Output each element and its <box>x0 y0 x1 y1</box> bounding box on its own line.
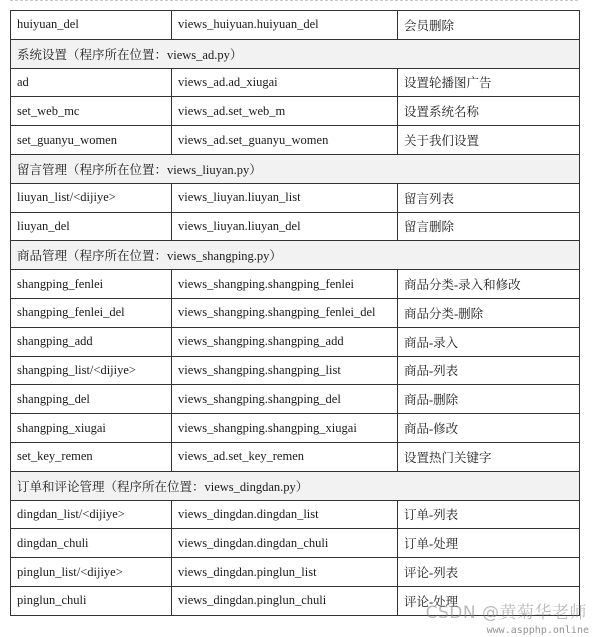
description-cell: 商品分类-录入和修改 <box>398 270 580 299</box>
view-function-cell: views_shangping.shangping_xiugai <box>172 414 398 443</box>
route-url-cell: dingdan_list/<dijiye> <box>11 500 172 529</box>
route-url-cell: shangping_fenlei <box>11 270 172 299</box>
route-row <box>11 442 580 471</box>
route-row <box>11 327 580 356</box>
description-cell: 订单-列表 <box>398 500 580 529</box>
route-row <box>11 558 580 587</box>
section-header-row <box>11 241 580 270</box>
route-row <box>11 126 580 155</box>
view-function-cell: views_shangping.shangping_list <box>172 356 398 385</box>
watermark-text: CSDN @黄菊华老师 <box>425 603 587 623</box>
route-url-cell: shangping_list/<dijiye> <box>11 356 172 385</box>
description-cell: 设置系统名称 <box>398 97 580 126</box>
description-cell: 关于我们设置 <box>398 126 580 155</box>
section-header-row <box>11 39 580 68</box>
route-url-cell: set_key_remen <box>11 442 172 471</box>
view-function-cell: views_dingdan.dingdan_chuli <box>172 529 398 558</box>
description-cell: 评论-列表 <box>398 558 580 587</box>
description-cell: 订单-处理 <box>398 529 580 558</box>
route-row <box>11 270 580 299</box>
watermark-site: www.aspphp.online <box>486 625 589 636</box>
view-function-cell: views_shangping.shangping_fenlei_del <box>172 298 398 327</box>
view-function-cell: views_dingdan.pinglun_chuli <box>172 586 398 615</box>
route-row <box>11 500 580 529</box>
view-function-cell: views_dingdan.pinglun_list <box>172 558 398 587</box>
section-title: 系统设置（程序所在位置：views_ad.py） <box>11 39 580 68</box>
section-header-row <box>11 471 580 500</box>
route-url-cell: liuyan_list/<dijiye> <box>11 183 172 212</box>
route-row <box>11 385 580 414</box>
description-cell: 设置轮播图广告 <box>398 68 580 97</box>
description-cell: 商品分类-删除 <box>398 298 580 327</box>
route-url-cell: dingdan_chuli <box>11 529 172 558</box>
routes-table <box>10 10 580 616</box>
route-row <box>11 212 580 241</box>
description-cell: 商品-修改 <box>398 414 580 443</box>
view-function-cell: views_ad.set_web_m <box>172 97 398 126</box>
route-url-cell: pinglun_chuli <box>11 586 172 615</box>
route-url-cell: ad <box>11 68 172 97</box>
route-row <box>11 356 580 385</box>
view-function-cell: views_ad.set_key_remen <box>172 442 398 471</box>
view-function-cell: views_dingdan.dingdan_list <box>172 500 398 529</box>
description-cell: 留言列表 <box>398 183 580 212</box>
page-top-border <box>10 0 578 3</box>
section-title: 商品管理（程序所在位置：views_shangping.py） <box>11 241 580 270</box>
route-url-cell: set_web_mc <box>11 97 172 126</box>
view-function-cell: views_shangping.shangping_fenlei <box>172 270 398 299</box>
view-function-cell: views_liuyan.liuyan_list <box>172 183 398 212</box>
view-function-cell: views_ad.ad_xiugai <box>172 68 398 97</box>
route-url-cell: pinglun_list/<dijiye> <box>11 558 172 587</box>
view-function-cell: views_ad.set_guanyu_women <box>172 126 398 155</box>
section-title: 留言管理（程序所在位置：views_liuyan.py） <box>11 154 580 183</box>
description-cell: 留言删除 <box>398 212 580 241</box>
route-row <box>11 11 580 40</box>
route-row <box>11 298 580 327</box>
route-url-cell: shangping_add <box>11 327 172 356</box>
description-cell: 商品-录入 <box>398 327 580 356</box>
description-cell: 商品-列表 <box>398 356 580 385</box>
description-cell: 评论-处理 <box>398 586 580 615</box>
route-url-cell: shangping_xiugai <box>11 414 172 443</box>
view-function-cell: views_liuyan.liuyan_del <box>172 212 398 241</box>
route-url-cell: huiyuan_del <box>11 11 172 40</box>
view-function-cell: views_huiyuan.huiyuan_del <box>172 11 398 40</box>
route-row <box>11 97 580 126</box>
routes-table-body <box>11 11 580 616</box>
section-header-row <box>11 154 580 183</box>
view-function-cell: views_shangping.shangping_add <box>172 327 398 356</box>
route-row <box>11 68 580 97</box>
route-url-cell: shangping_fenlei_del <box>11 298 172 327</box>
route-url-cell: shangping_del <box>11 385 172 414</box>
description-cell: 设置热门关键字 <box>398 442 580 471</box>
route-row <box>11 183 580 212</box>
route-url-cell: liuyan_del <box>11 212 172 241</box>
description-cell: 商品-删除 <box>398 385 580 414</box>
description-cell: 会员删除 <box>398 11 580 40</box>
route-row <box>11 529 580 558</box>
route-url-cell: set_guanyu_women <box>11 126 172 155</box>
view-function-cell: views_shangping.shangping_del <box>172 385 398 414</box>
route-row <box>11 414 580 443</box>
section-title: 订单和评论管理（程序所在位置：views_dingdan.py） <box>11 471 580 500</box>
